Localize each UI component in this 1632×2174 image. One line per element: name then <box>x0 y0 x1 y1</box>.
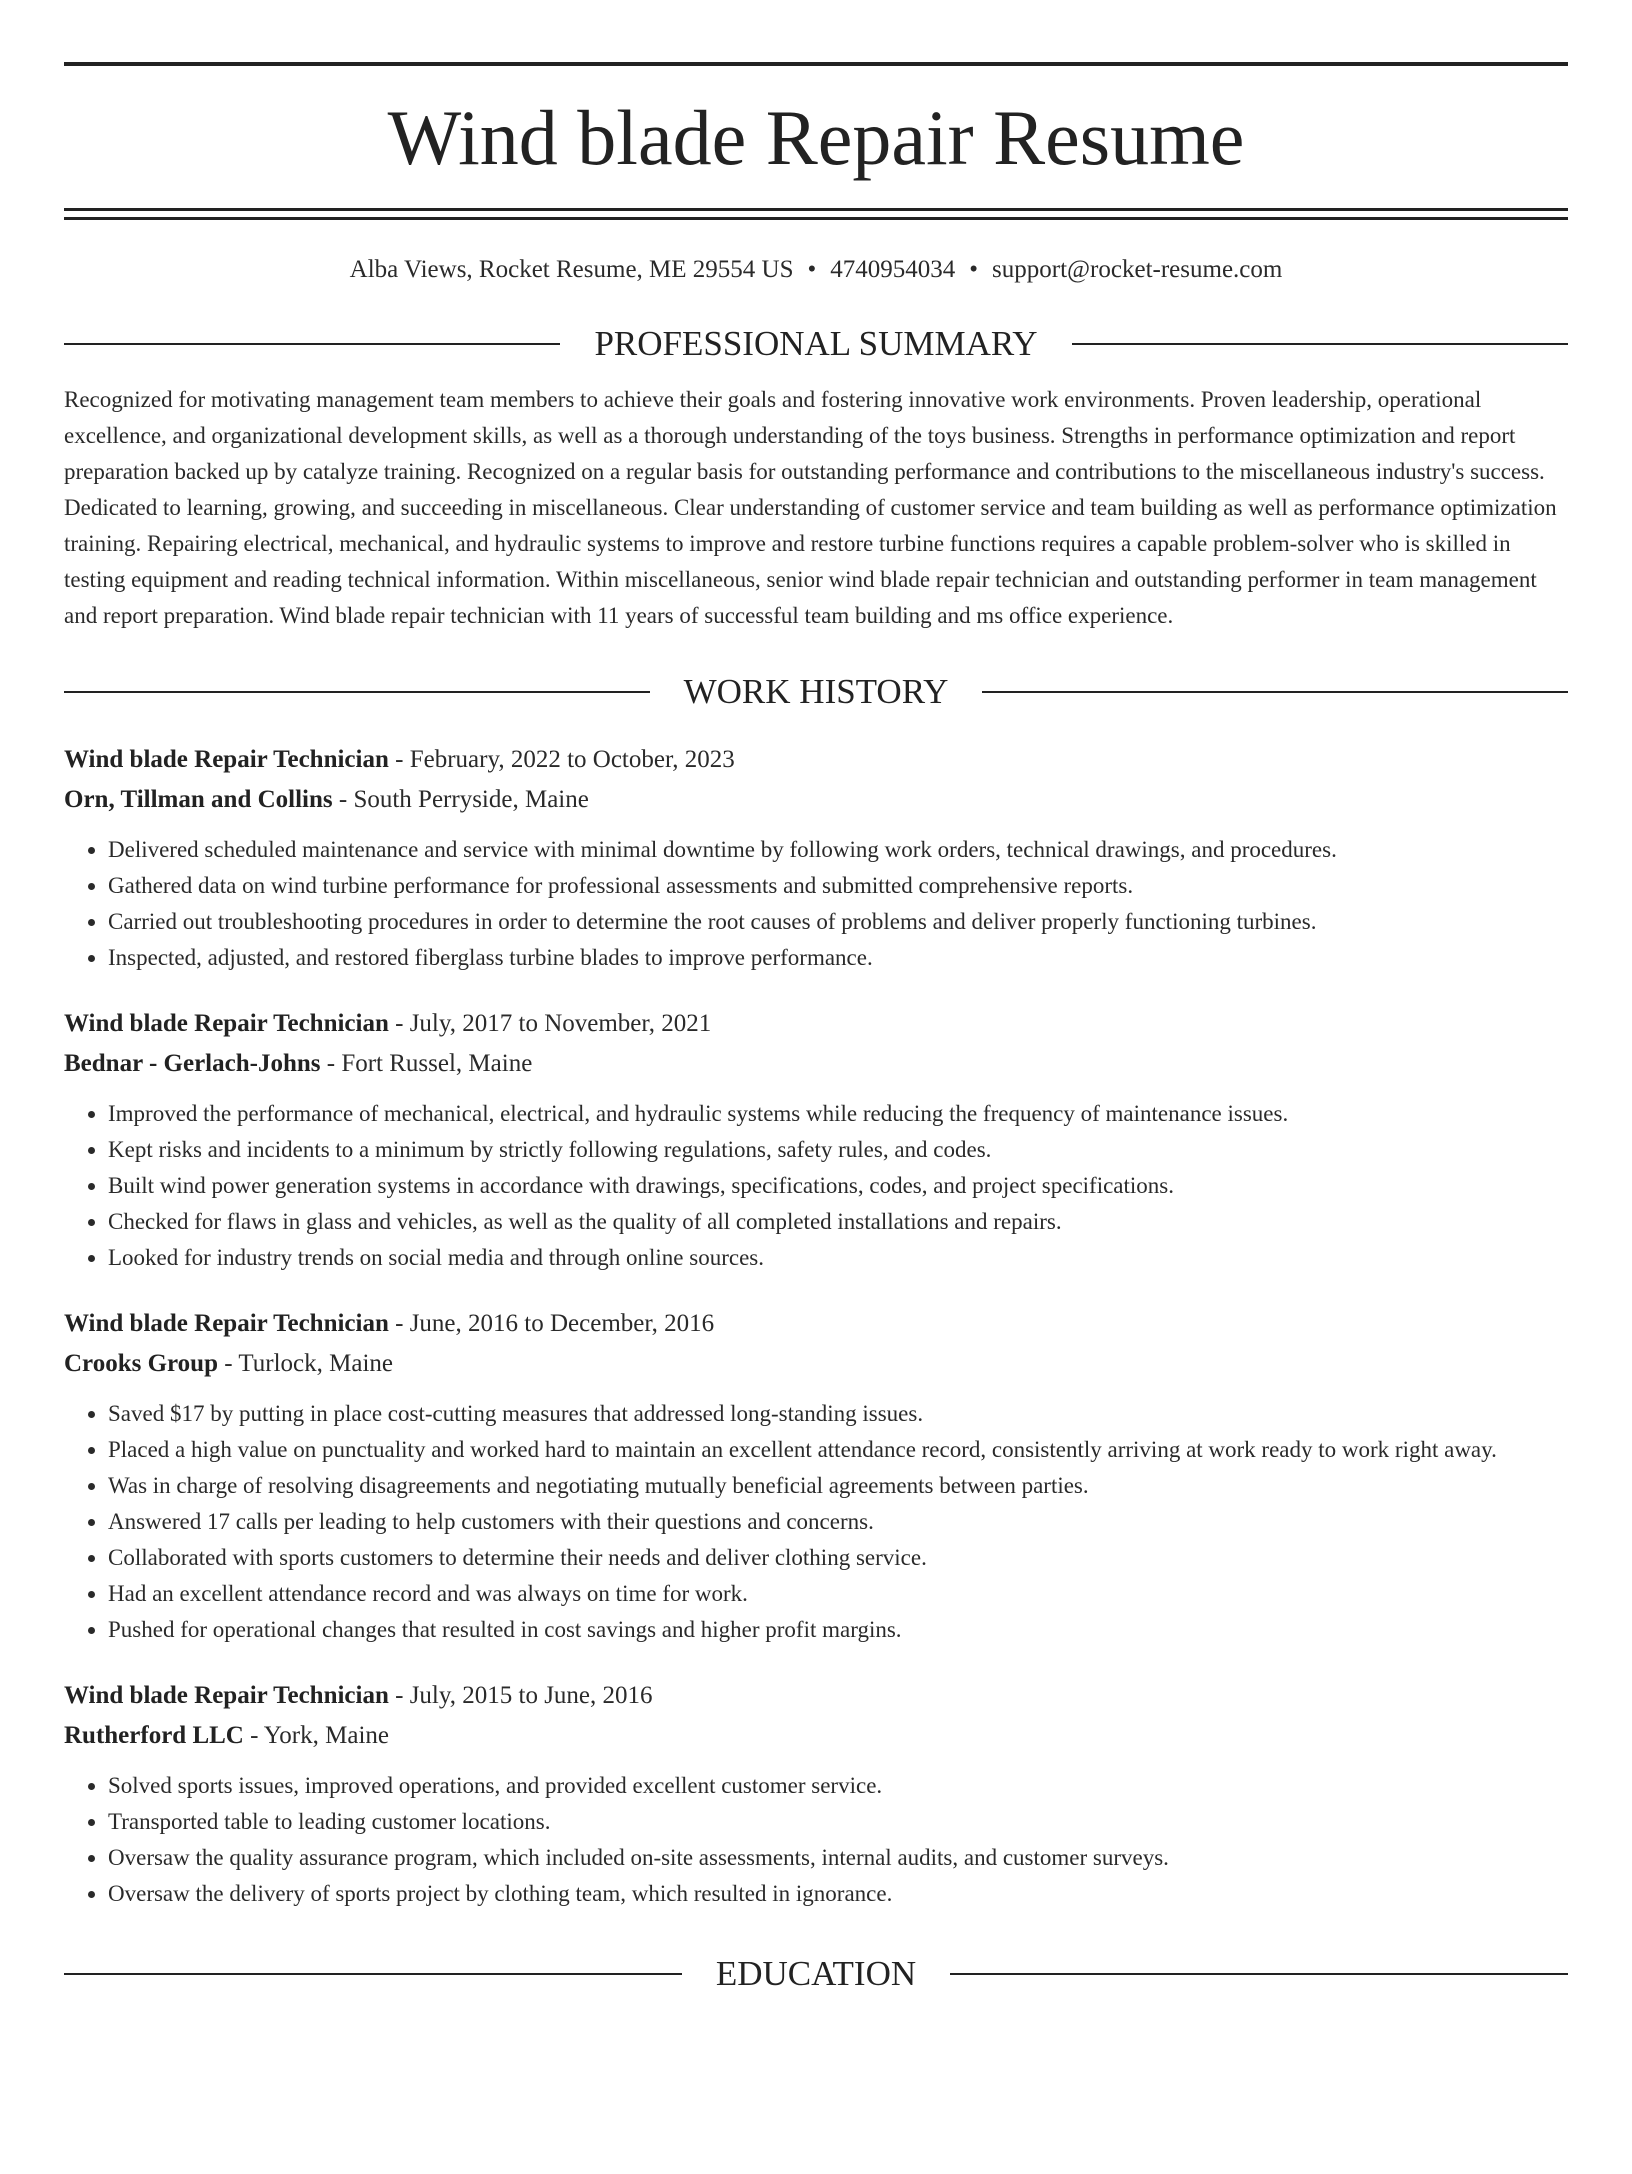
job-bullet-list <box>64 832 1568 976</box>
contact-line <box>64 254 1568 286</box>
job-dates: - June, 2016 to December, 2016 <box>388 1310 715 1337</box>
job-title-line <box>64 1004 1568 1044</box>
job-company: Rutherford LLC <box>64 1722 244 1749</box>
job-bullet: • Improved the performance of mechanical, electrical, and hydraulic systems while reducing the frequency of maintenance issues. <box>108 1096 1568 1132</box>
work-history-heading: WORK HISTORY <box>683 672 949 711</box>
job-title: Wind blade Repair Technician <box>64 1010 389 1037</box>
contact-address: Alba Views, Rocket Resume, ME 29554 US <box>349 256 794 283</box>
job-bullet: • Checked for flaws in glass and vehicles, as well as the quality of all completed installations and repairs. <box>108 1204 1568 1240</box>
job-title-line <box>64 1676 1568 1716</box>
summary-heading: PROFESSIONAL SUMMARY <box>594 324 1038 363</box>
job-bullet: • Oversaw the delivery of sports project by clothing team, which resulted in ignorance. <box>108 1876 1568 1912</box>
job-company: Orn, Tillman and Collins <box>64 786 333 813</box>
job-location: - Fort Russel, Maine <box>320 1050 533 1077</box>
job-entry <box>64 1304 1568 1648</box>
job-bullet-list <box>64 1768 1568 1912</box>
education-section-header <box>64 1952 1568 1996</box>
job-bullet: • Kept risks and incidents to a minimum by strictly following regulations, safety rules, and codes. <box>108 1132 1568 1168</box>
job-company: Bednar - Gerlach-Johns <box>64 1050 321 1077</box>
job-location: - South Perryside, Maine <box>332 786 589 813</box>
job-company-line <box>64 780 1568 820</box>
title-double-rule <box>64 208 1568 220</box>
section-rule-right <box>1072 343 1568 345</box>
summary-section-header <box>64 322 1568 366</box>
work-history-section-header <box>64 670 1568 714</box>
job-location: - York, Maine <box>243 1722 390 1749</box>
job-bullet-list <box>64 1396 1568 1648</box>
job-bullet: • Collaborated with sports customers to determine their needs and deliver clothing service. <box>108 1540 1568 1576</box>
contact-phone: 4740954034 <box>830 256 956 283</box>
job-bullet: • Oversaw the quality assurance program, which included on-site assessments, internal audits, and customer surveys. <box>108 1840 1568 1876</box>
resume-title: Wind blade Repair Resume <box>387 94 1245 181</box>
job-company: Crooks Group <box>64 1350 218 1377</box>
section-rule-right <box>950 1973 1568 1975</box>
job-company-line <box>64 1344 1568 1384</box>
job-title: Wind blade Repair Technician <box>64 1310 389 1337</box>
section-rule-left <box>64 343 560 345</box>
contact-separator: • <box>807 256 817 283</box>
job-bullet: • Saved $17 by putting in place cost-cutting measures that addressed long-standing issues. <box>108 1396 1568 1432</box>
job-bullet: • Had an excellent attendance record and was always on time for work. <box>108 1576 1568 1612</box>
job-title-line <box>64 1304 1568 1344</box>
top-rule <box>64 62 1568 66</box>
job-bullet: • Looked for industry trends on social media and through online sources. <box>108 1240 1568 1276</box>
job-bullet: • Delivered scheduled maintenance and service with minimal downtime by following work orders, technical drawings, and procedures. <box>108 832 1568 868</box>
job-dates: - July, 2015 to June, 2016 <box>388 1682 653 1709</box>
resume-page <box>0 62 1632 2174</box>
job-bullet: • Gathered data on wind turbine performance for professional assessments and submitted comprehensive reports. <box>108 868 1568 904</box>
education-heading: EDUCATION <box>715 1954 917 1993</box>
section-rule-left <box>64 1973 682 1975</box>
job-company-line <box>64 1716 1568 1756</box>
job-title: Wind blade Repair Technician <box>64 746 389 773</box>
summary-text: Recognized for motivating management team members to achieve their goals and fostering innovative work environments. Proven leadership, operational excellence, and organizational development skills, as well as a thorough understanding of the toys business. Strengths in performance optimization and report preparation backed up by catalyze training. Recognized on a regular basis for outstanding performance and contributions to the miscellaneous industry's success. Dedicated to learning, growing, and succeeding in miscellaneous. Clear understanding of customer service and team building as well as performance optimization training. Repairing electrical, mechanical, and hydraulic systems to improve and restore turbine functions requires a capable problem-solver who is skilled in testing equipment and reading technical information. Within miscellaneous, senior wind blade repair technician and outstanding performer in team management and report preparation. Wind blade repair technician with 11 years of successful team building and ms office experience. <box>64 387 1557 628</box>
job-bullet: • Pushed for operational changes that resulted in cost savings and higher profit margins. <box>108 1612 1568 1648</box>
section-rule-left <box>64 691 650 693</box>
job-entry <box>64 1004 1568 1276</box>
job-dates: - July, 2017 to November, 2021 <box>388 1010 712 1037</box>
job-title-line <box>64 740 1568 780</box>
job-dates: - February, 2022 to October, 2023 <box>388 746 735 773</box>
job-list <box>64 740 1568 1912</box>
job-location: - Turlock, Maine <box>217 1350 393 1377</box>
job-bullet: • Was in charge of resolving disagreements and negotiating mutually beneficial agreements between parties. <box>108 1468 1568 1504</box>
job-entry <box>64 740 1568 976</box>
job-bullet: • Answered 17 calls per leading to help customers with their questions and concerns. <box>108 1504 1568 1540</box>
job-bullet: • Solved sports issues, improved operations, and provided excellent customer service. <box>108 1768 1568 1804</box>
job-bullet: • Placed a high value on punctuality and worked hard to maintain an excellent attendance record, consistently arriving at work ready to work right away. <box>108 1432 1568 1468</box>
section-rule-right <box>982 691 1568 693</box>
contact-email: support@rocket-resume.com <box>992 256 1283 283</box>
job-company-line <box>64 1044 1568 1084</box>
job-bullet: • Inspected, adjusted, and restored fiberglass turbine blades to improve performance. <box>108 940 1568 976</box>
contact-separator: • <box>969 256 979 283</box>
job-bullet-list <box>64 1096 1568 1276</box>
job-title: Wind blade Repair Technician <box>64 1682 389 1709</box>
job-bullet: • Built wind power generation systems in accordance with drawings, specifications, codes, and project specifications. <box>108 1168 1568 1204</box>
job-entry <box>64 1676 1568 1912</box>
job-bullet: • Carried out troubleshooting procedures in order to determine the root causes of problems and deliver properly functioning turbines. <box>108 904 1568 940</box>
job-bullet: • Transported table to leading customer locations. <box>108 1804 1568 1840</box>
